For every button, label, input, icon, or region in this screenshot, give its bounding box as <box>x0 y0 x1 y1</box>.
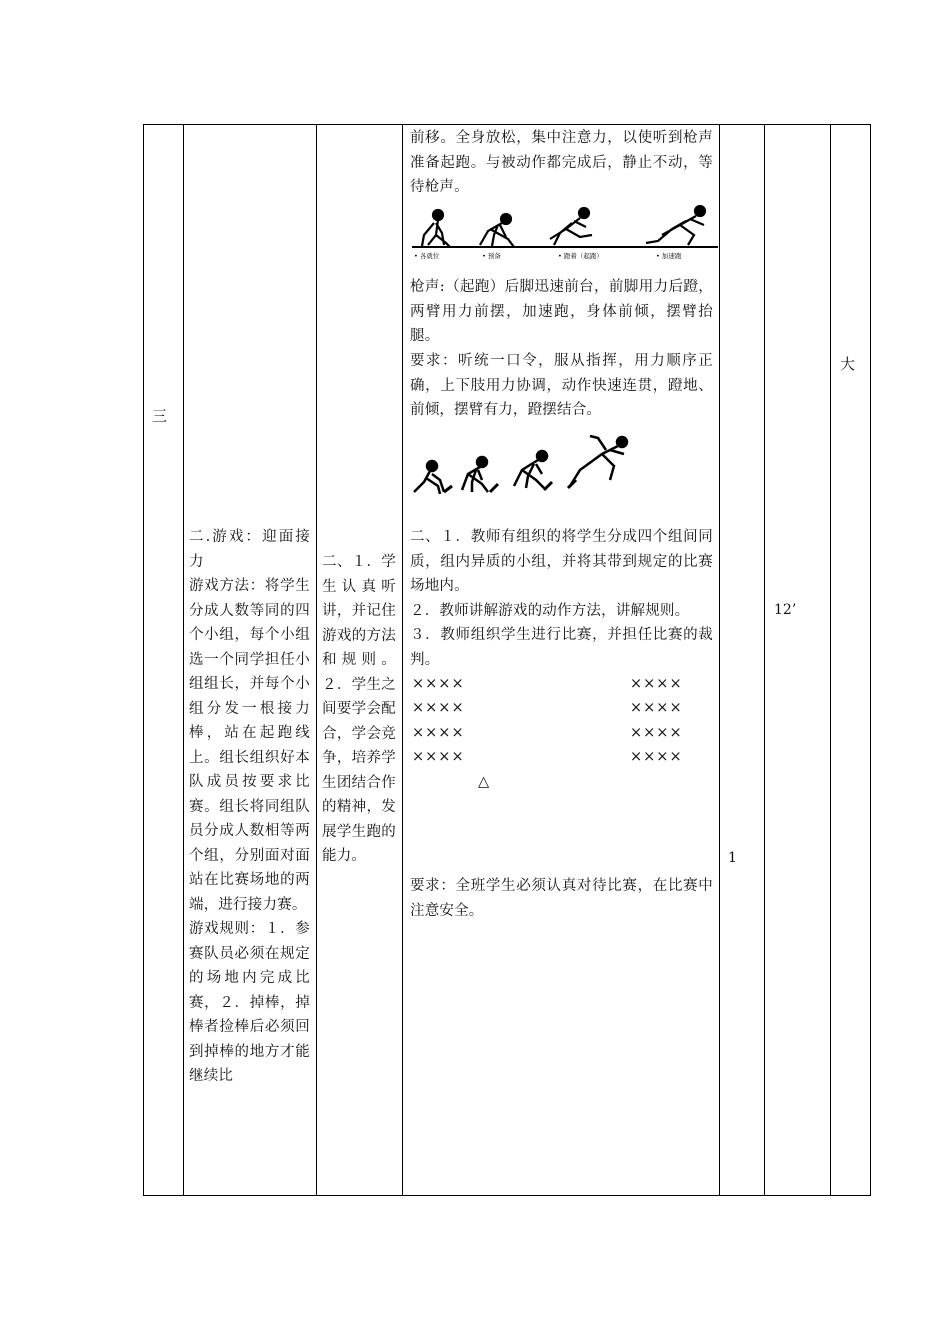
game-title: 二.游戏：迎面接力 <box>189 529 310 570</box>
column-divider <box>316 124 317 1196</box>
runner-on-marks-icon <box>422 210 450 247</box>
requirement-paragraph: 要求：听统一口令，服从指挥，用力顺序正确，上下肢用力协调，动作快速连贯，蹬地、前倾，摆臂有力，蹬摆结合。 <box>410 353 713 418</box>
figure-caption: • 预备 <box>482 252 501 260</box>
runner-drive-icon <box>550 208 592 245</box>
column-divider <box>764 124 765 1196</box>
teacher-step: 二、１．教师有组织的将学生分成四个组间同质，组内异质的小组，并将其带到规定的比赛场地内。 <box>410 529 713 594</box>
column-divider <box>183 124 184 1196</box>
game-description <box>189 525 310 1089</box>
section-number: 三 <box>152 407 168 425</box>
runner-sprint-icon <box>568 436 627 488</box>
formation-row-right: ×××× <box>630 676 683 692</box>
student-activity: 二、１．学生认真听讲，并记住游戏的方法和规则。２．学生之间要学会配合，学会竞争，培养学生团结合作的精神，发展学生跑的能力。 <box>322 554 396 864</box>
formation-row-left: ×××× <box>412 725 465 741</box>
figure-caption: • 蹬着（起跑） <box>558 252 603 260</box>
formation-row-right: ×××× <box>630 725 683 741</box>
column-divider <box>719 124 720 1196</box>
teacher-position-symbol: △ <box>478 774 491 790</box>
count-value: 1 <box>728 850 737 866</box>
column-divider <box>402 124 403 1196</box>
formation-row-left: ×××× <box>412 700 465 716</box>
game-requirement: 要求：全班学生必须认真对待比赛，在比赛中注意安全。 <box>410 878 713 919</box>
sprint-start-phases-figure <box>410 205 720 261</box>
intensity-value: 大 <box>840 355 856 373</box>
formation-row-left: ×××× <box>412 676 465 692</box>
time-value: 12’ <box>774 602 797 618</box>
game-rules: 游戏规则：１．参赛队员必须在规定的场地内完成比赛，２．掉棒，掉棒者捡棒后必须回到掉棒的地方才能继续比 <box>189 921 310 1084</box>
formation-row-right: ×××× <box>630 749 683 765</box>
ready-paragraph: 前移。全身放松，集中注意力，以使听到枪声准备起跑。与被动作都完成后，静止不动，等待枪声。 <box>410 130 713 195</box>
game-method: 游戏方法：将学生分成人数等同的四个小组，每个小组选一个同学担任小组组长，并每个小组分发一根接力棒，站在起跑线上。组长组织好本队成员按要求比赛。组长将同组队员分成人数相等两个组，分别面对面站在比赛场地的两端，进行接力赛。 <box>189 578 310 913</box>
teacher-steps <box>410 525 713 672</box>
teacher-step: ２．教师讲解游戏的动作方法，讲解规则。 <box>410 602 690 619</box>
column-divider <box>830 124 831 1196</box>
runner-set-icon <box>480 214 514 247</box>
runner-accelerate-icon <box>646 206 705 245</box>
formation-row-left: ×××× <box>412 749 465 765</box>
formation-row-right: ×××× <box>630 700 683 716</box>
figure-caption: • 各就位 <box>414 252 440 260</box>
runner-set-icon <box>462 457 498 492</box>
teacher-step: ３．教师组织学生进行比赛，并担任比赛的裁判。 <box>410 627 713 668</box>
figure-caption: • 加速跑 <box>656 252 682 260</box>
sprint-start-sequence-figure <box>410 430 630 500</box>
gun-paragraph: 枪声:（起跑）后脚迅速前台，前脚用力后蹬，两臂用力前摆，加速跑，身体前倾，摆臂抬腿。 <box>410 279 713 344</box>
runner-crouch-icon <box>414 461 452 494</box>
runner-drive-icon <box>514 451 552 490</box>
